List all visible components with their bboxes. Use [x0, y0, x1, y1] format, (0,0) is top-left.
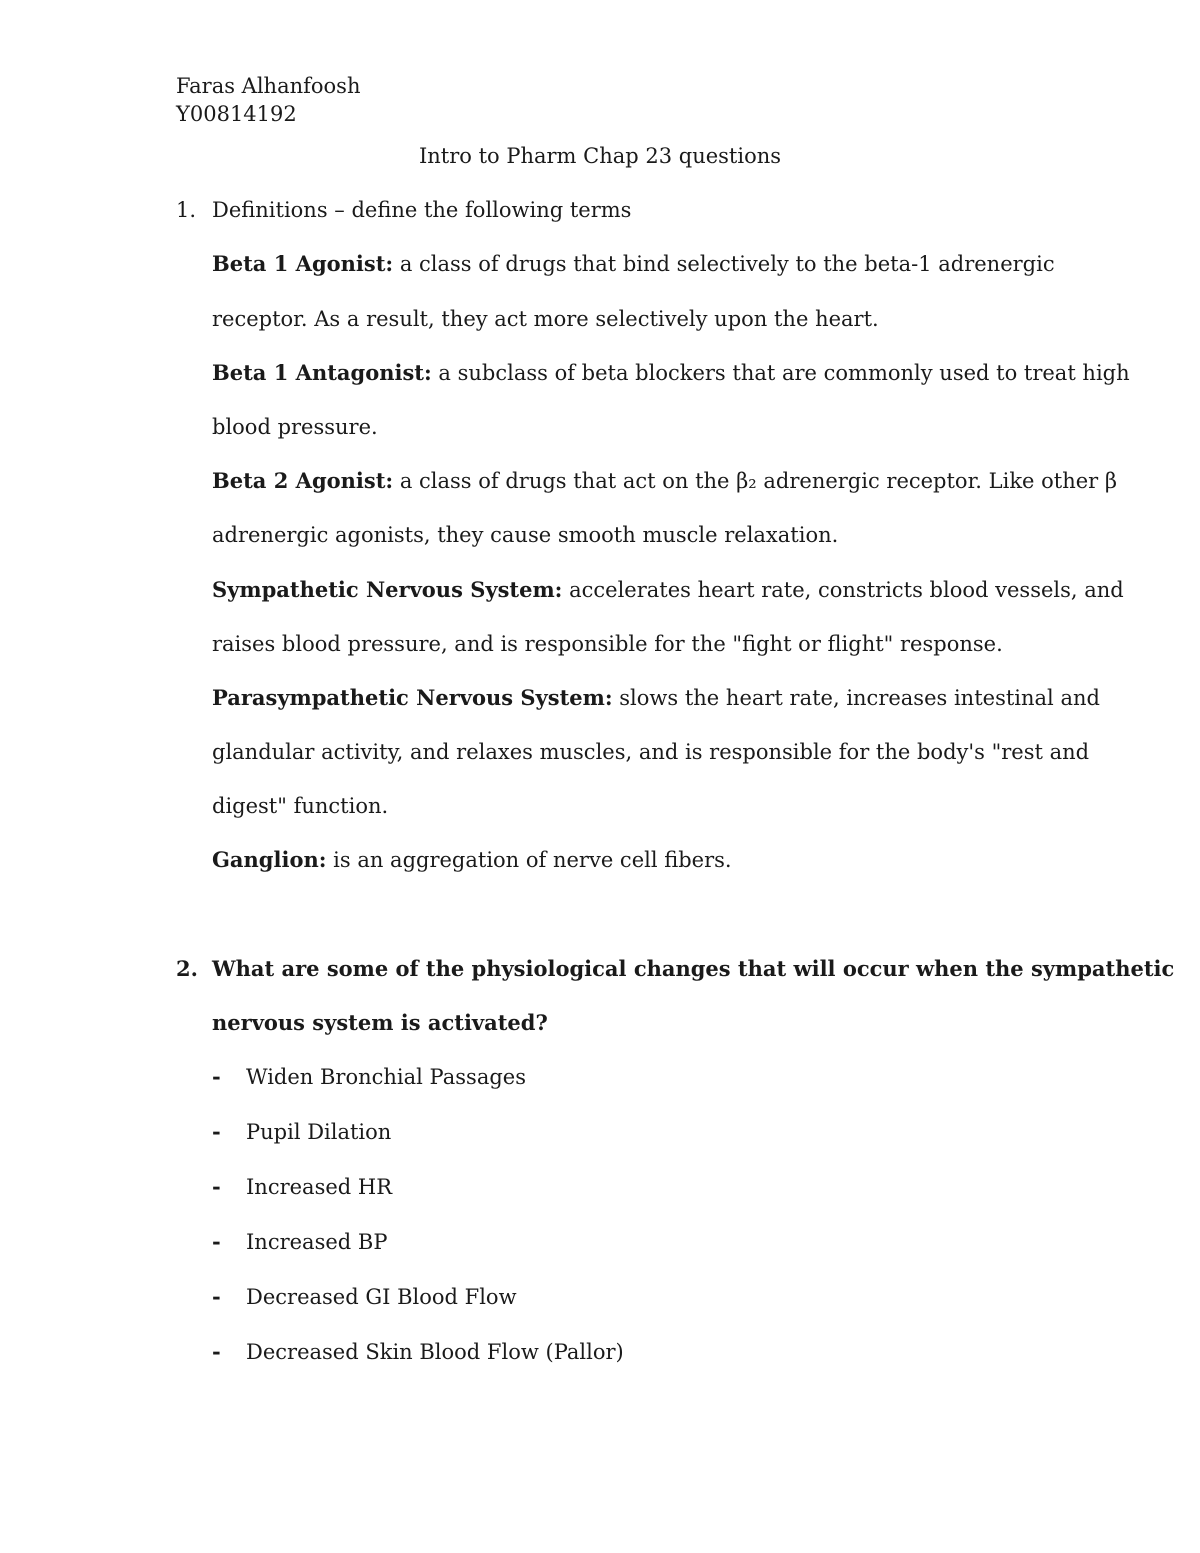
definition-term: Beta 2 Agonist: [212, 468, 394, 493]
author-name: Faras Alhanfoosh [176, 74, 361, 98]
question-2-prompt: What are some of the physiological changes that will occur when the sympathetic [212, 956, 1175, 981]
student-id: Y00814192 [176, 102, 297, 126]
bullet-dash: - [212, 1064, 221, 1089]
definition-term: Parasympathetic Nervous System: [212, 685, 613, 710]
question-2-number: 2. [176, 956, 198, 981]
definition-term: Sympathetic Nervous System: [212, 577, 563, 602]
definition-text: accelerates heart rate, constricts blood vessels, and [562, 578, 1124, 602]
question-1-prompt: Definitions – define the following terms [212, 198, 632, 222]
answer-text: Decreased Skin Blood Flow (Pallor) [246, 1340, 624, 1364]
bullet-dash: - [212, 1339, 221, 1364]
definition-beta1-antagonist [212, 359, 1130, 387]
definition-text-continued: adrenergic agonists, they cause smooth muscle relaxation. [212, 523, 839, 547]
definition-text: a class of drugs that act on the β₂ adrenergic receptor. Like other β [393, 469, 1118, 493]
definition-parasympathetic-nervous-system [212, 684, 1100, 712]
bullet-dash: - [212, 1174, 221, 1199]
answer-text: Decreased GI Blood Flow [246, 1285, 517, 1309]
answer-text: Increased HR [246, 1175, 393, 1199]
definition-text-continued: receptor. As a result, they act more selectively upon the heart. [212, 307, 879, 331]
definition-text-continued: digest" function. [212, 794, 389, 818]
definition-text-continued: glandular activity, and relaxes muscles, and is responsible for the body's "rest and [212, 740, 1090, 764]
definition-term: Beta 1 Antagonist: [212, 360, 432, 385]
definition-text-continued: raises blood pressure, and is responsible for the "fight or flight" response. [212, 632, 1003, 656]
definition-ganglion [212, 846, 732, 874]
answer-text: Increased BP [246, 1230, 388, 1254]
definition-beta1-agonist [212, 250, 1055, 278]
bullet-dash: - [212, 1229, 221, 1254]
definition-text: is an aggregation of nerve cell fibers. [326, 848, 732, 872]
question-1-number: 1. [176, 198, 197, 222]
bullet-dash: - [212, 1284, 221, 1309]
definition-text-continued: blood pressure. [212, 415, 378, 439]
definition-text: a class of drugs that bind selectively to the beta-1 adrenergic [393, 252, 1055, 276]
answer-text: Pupil Dilation [246, 1120, 392, 1144]
definition-term: Ganglion: [212, 847, 327, 872]
document-title: Intro to Pharm Chap 23 questions [418, 144, 782, 168]
definition-beta2-agonist [212, 467, 1117, 495]
definition-text: slows the heart rate, increases intestinal and [612, 686, 1100, 710]
question-2-prompt-continued: nervous system is activated? [212, 1010, 548, 1035]
answer-text: Widen Bronchial Passages [246, 1065, 526, 1089]
bullet-dash: - [212, 1119, 221, 1144]
definition-text: a subclass of beta blockers that are commonly used to treat high [431, 361, 1130, 385]
definition-sympathetic-nervous-system [212, 576, 1124, 604]
definition-term: Beta 1 Agonist: [212, 251, 394, 276]
